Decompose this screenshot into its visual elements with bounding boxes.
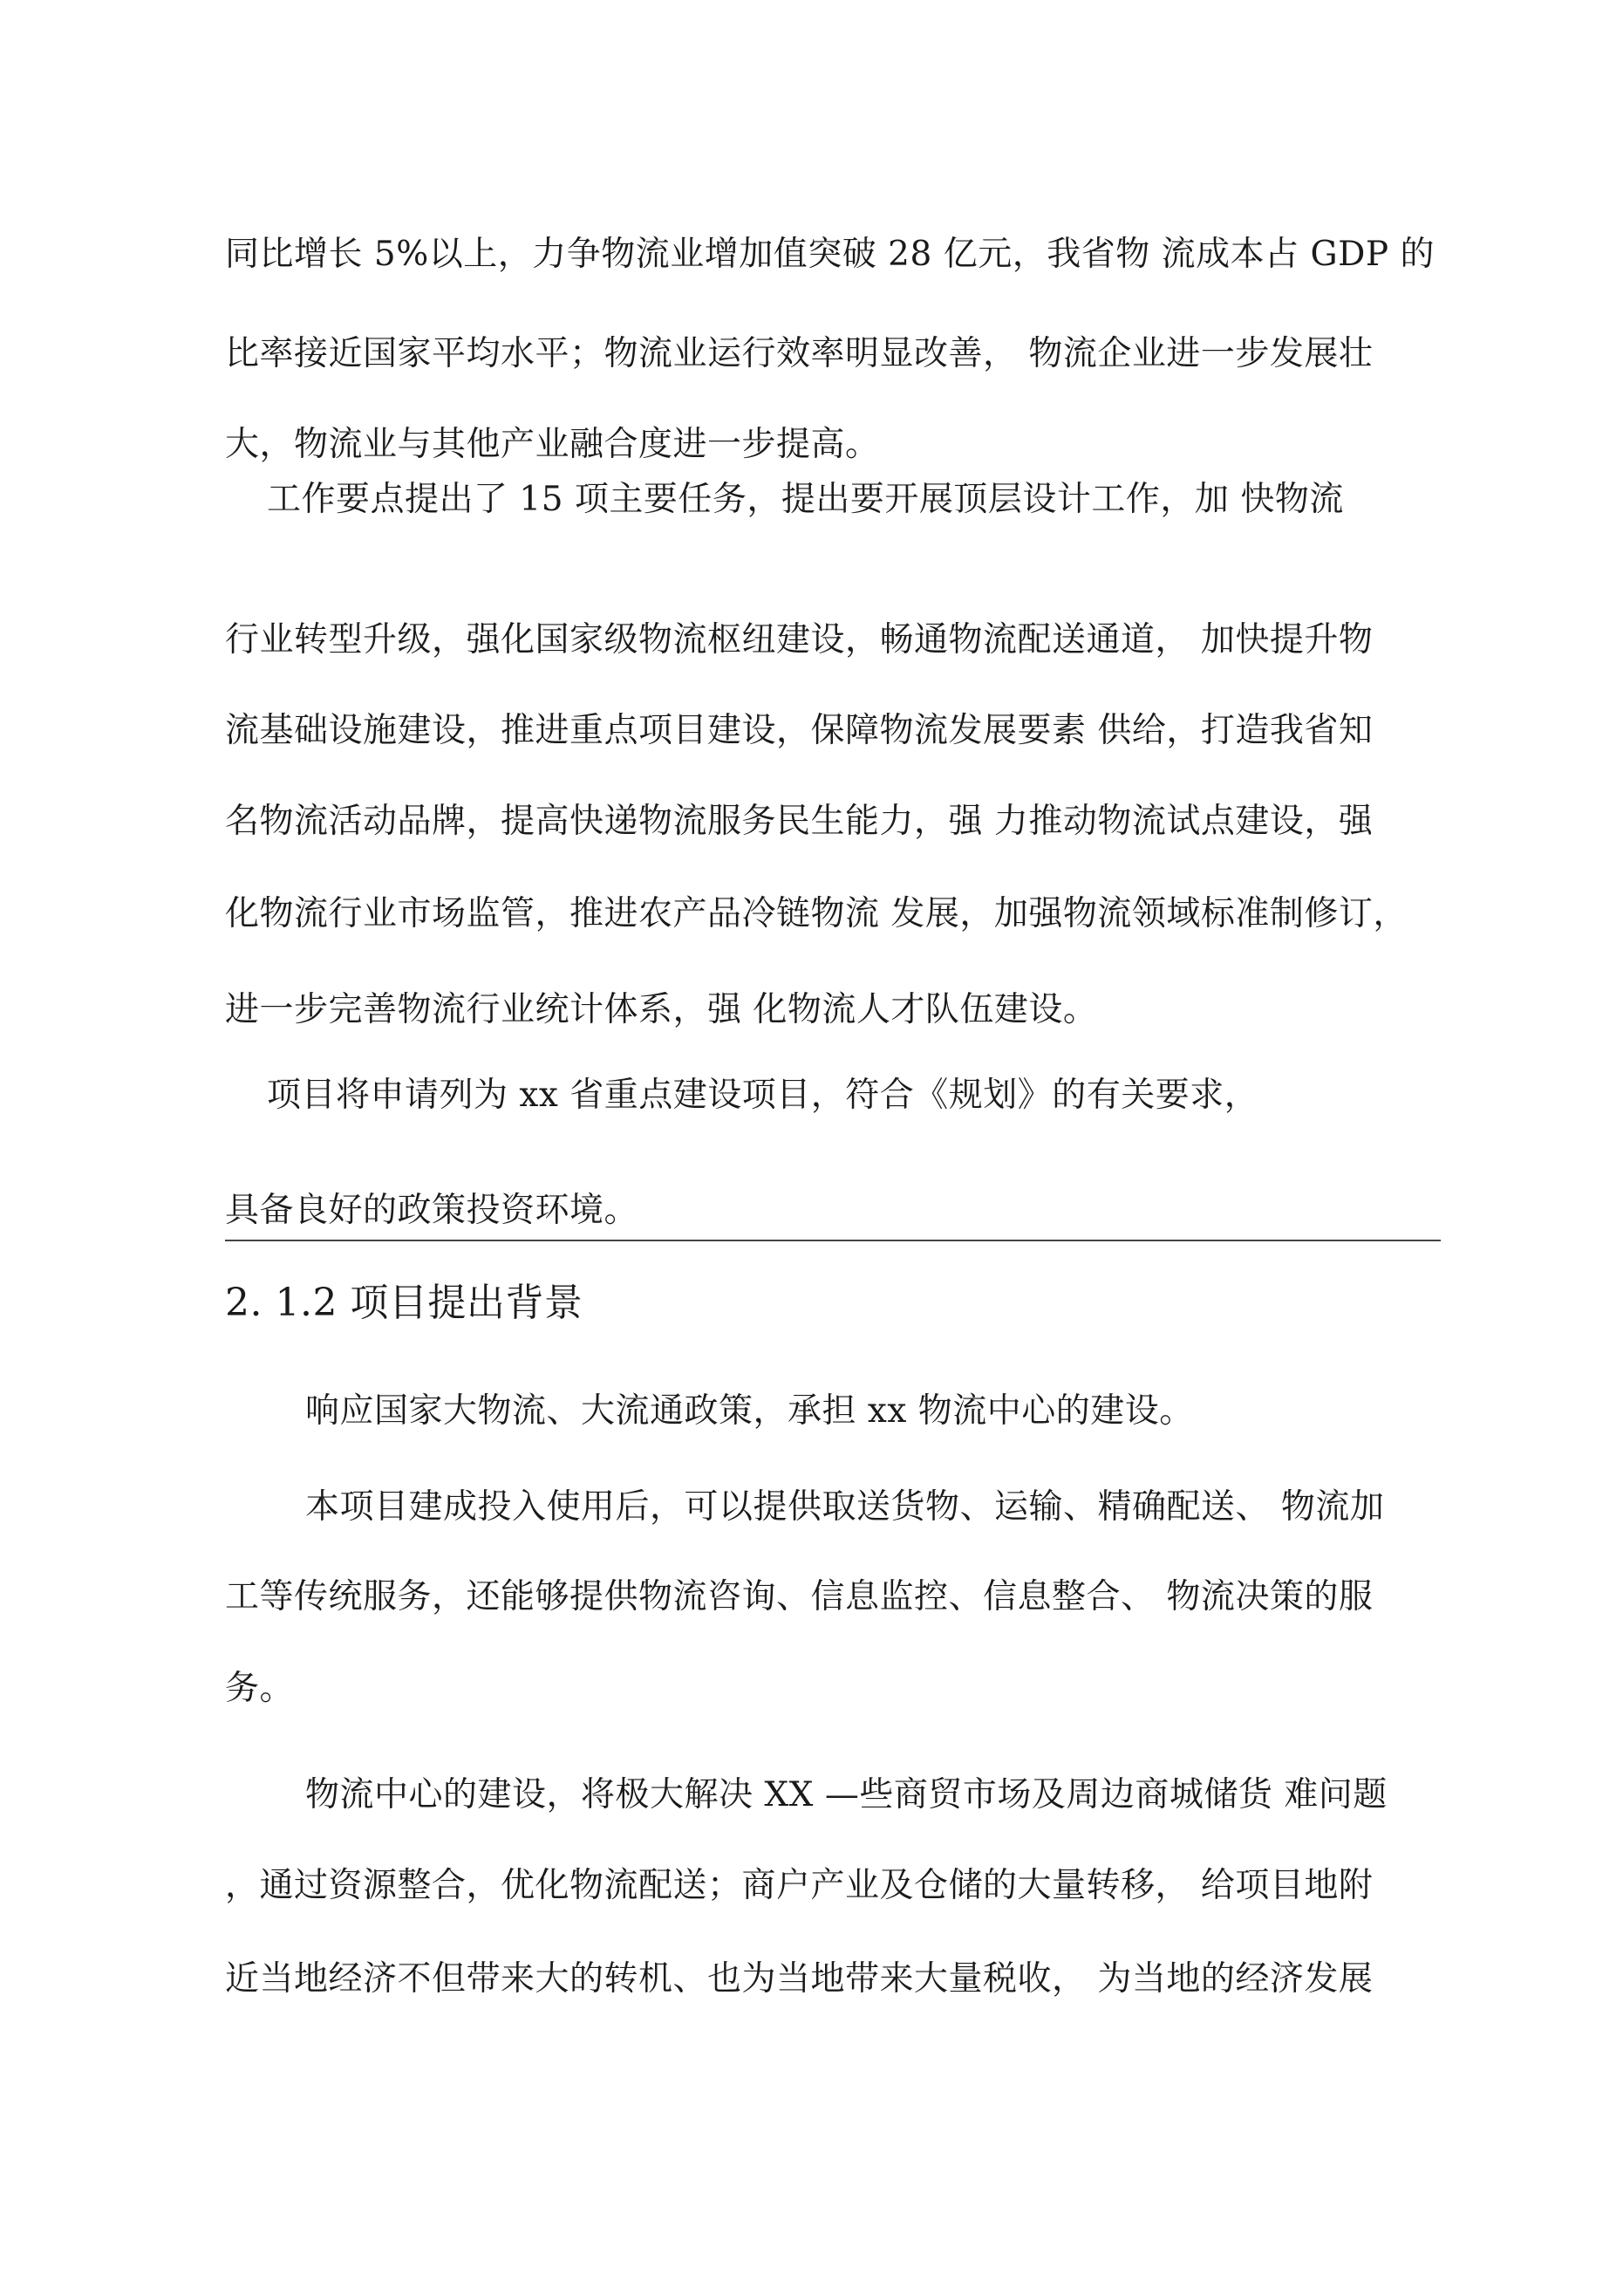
section-heading: 2. 1.2 项目提出背景 [225, 1281, 583, 1325]
text-line: 工作要点提出了 15 项主要任务，提出要开展顶层设计工作，加 快物流 [267, 480, 1344, 519]
text-line: 同比增长 5%以上，力争物流业增加值突破 28 亿元，我省物 流成本占 GDP 的 [225, 235, 1435, 274]
text-line: 近当地经济不但带来大的转机、也为当地带来大量税收， 为当地的经济发展 [225, 1959, 1374, 1999]
text-line: 响应国家大物流、大流通政策，承担 xx 物流中心的建设。 [305, 1391, 1194, 1431]
text-line: 务。 [225, 1669, 295, 1708]
text-line: 比率接近国家平均水平；物流业运行效率明显改善， 物流企业进一步发展壮 [225, 334, 1374, 373]
text-line: 大，物流业与其他产业融合度进一步提高。 [225, 425, 880, 464]
text-line: 工等传统服务，还能够提供物流咨询、信息监控、信息整合、 物流决策的服 [225, 1577, 1374, 1616]
text-line: 行业转型升级，强化国家级物流枢纽建设，畅通物流配送通道， 加快提升物 [225, 620, 1374, 659]
text-line: 进一步完善物流行业统计体系，强 化物流人才队伍建设。 [225, 990, 1098, 1029]
text-line: 本项目建成投入使用后，可以提供取送货物、运输、精确配送、 物流加 [305, 1487, 1385, 1527]
text-line: ，通过资源整合，优化物流配送；商户产业及仓储的大量转移， 给项目地附 [225, 1866, 1374, 1905]
text-line: 具备良好的政策投资环境。 [225, 1191, 639, 1230]
horizontal-rule [225, 1240, 1441, 1241]
text-line: 名物流活动品牌，提高快递物流服务民生能力，强 力推动物流试点建设，强 [225, 802, 1374, 841]
text-line: 物流中心的建设，将极大解决 XX —些商贸市场及周边商城储货 难问题 [305, 1775, 1388, 1814]
text-line: 化物流行业市场监管，推进农产品冷链物流 发展，加强物流领域标准制修订， [225, 894, 1408, 933]
text-line: 项目将申请列为 xx 省重点建设项目，符合《规划》的有关要求， [267, 1076, 1259, 1115]
text-line: 流基础设施建设，推进重点项目建设，保障物流发展要素 供给，打造我省知 [225, 711, 1374, 750]
